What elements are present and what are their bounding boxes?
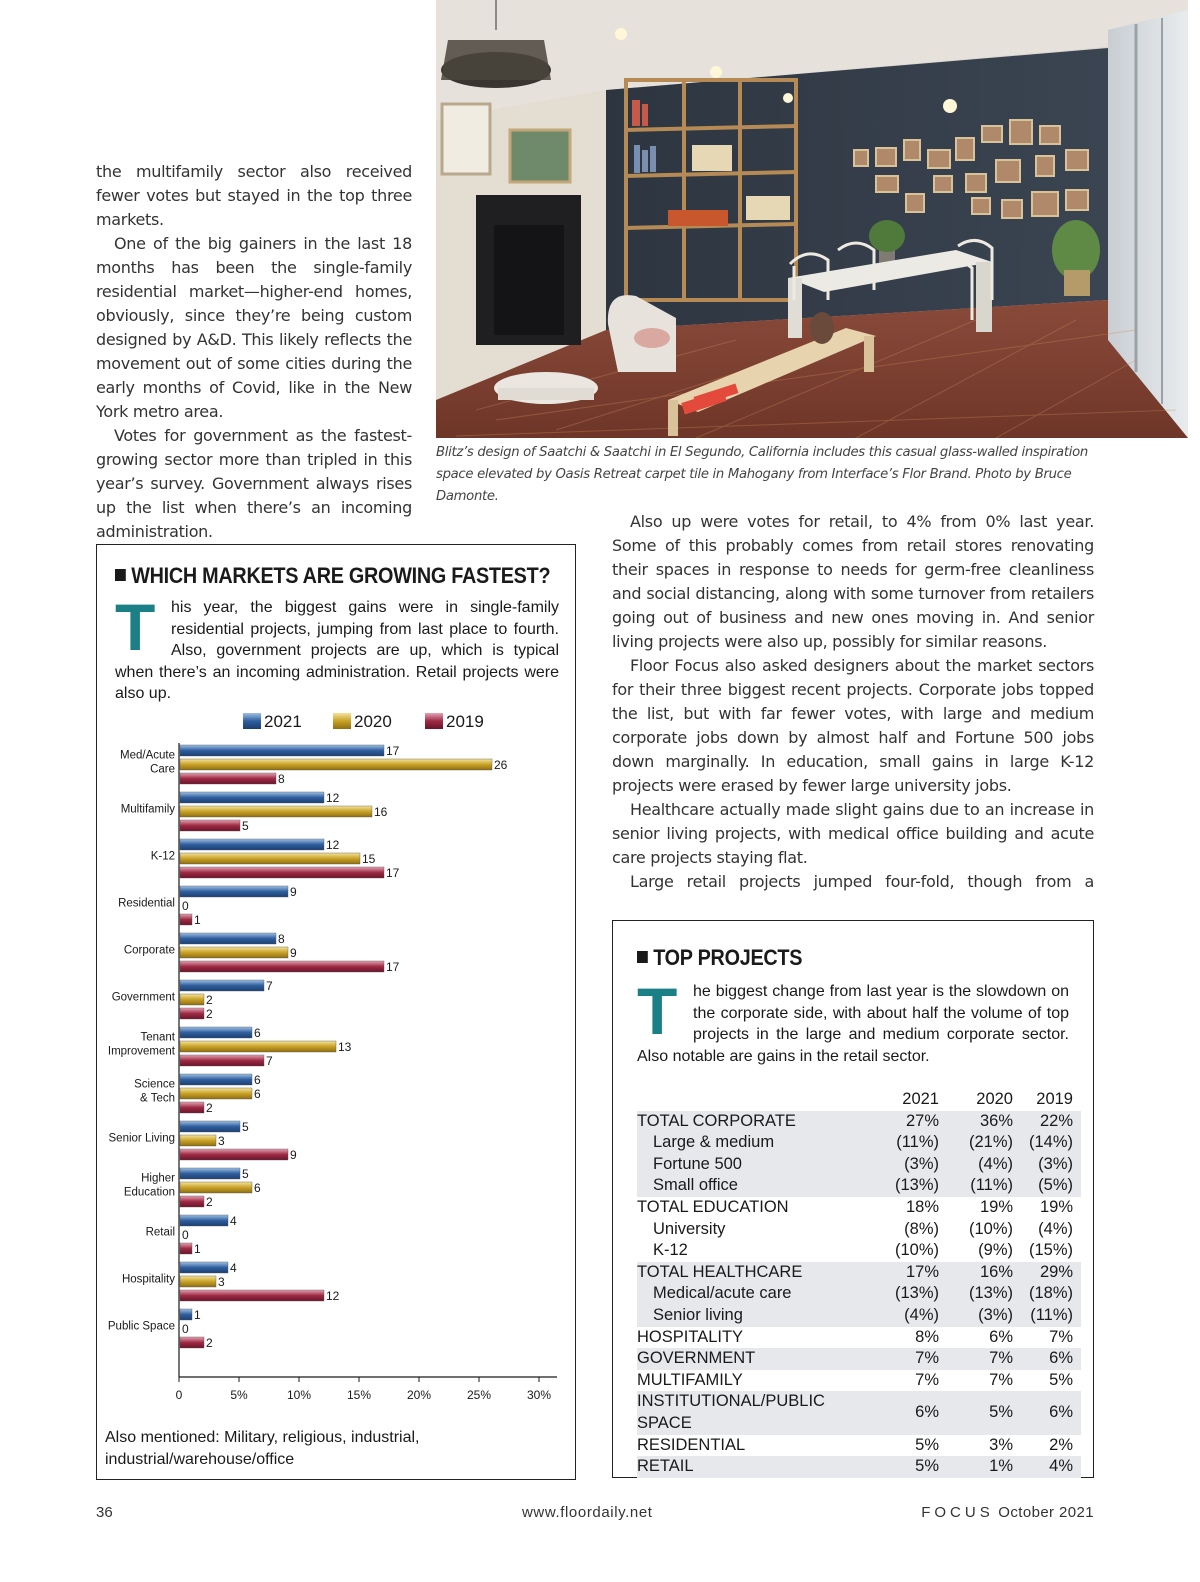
bar-2019 [180, 1290, 324, 1301]
bar-value-label: 5 [242, 1167, 249, 1181]
cell-value: (10%) [894, 1241, 939, 1260]
legend-swatch-2021 [243, 713, 261, 729]
table-row [637, 1348, 1081, 1370]
bar-value-label: 12 [326, 1289, 340, 1303]
bar-2020 [180, 1135, 216, 1146]
legend-label: 2019 [446, 712, 484, 731]
bar-2019 [180, 773, 276, 784]
cell-value: 7% [947, 1348, 1013, 1370]
bar-value-label: 26 [494, 758, 508, 772]
bar-2019 [180, 1196, 204, 1207]
bar-value-label: 1 [194, 913, 201, 927]
bar-2020 [180, 1041, 336, 1052]
table-row [637, 1132, 1081, 1154]
table-row [637, 1456, 1081, 1478]
markets-note: Also mentioned: Military, religious, industrial, industrial/warehouse/office [105, 1429, 420, 1468]
paragraph: Large retail projects jumped four-fold, though from a [630, 872, 1094, 891]
bar-2019 [180, 867, 384, 878]
category-label: Higher [141, 1172, 175, 1185]
bar-value-label: 7 [266, 1054, 273, 1068]
bar-2020 [180, 1088, 252, 1099]
cell-value: (13%) [947, 1283, 1013, 1305]
bar-value-label: 17 [386, 744, 400, 758]
bar-value-label: 12 [326, 791, 340, 805]
top-projects-table [637, 1089, 1081, 1478]
cell-value: 6% [1013, 1391, 1081, 1434]
category-label: Care [150, 763, 175, 776]
bar-value-label: 2 [206, 993, 213, 1007]
drop-cap: T [637, 974, 678, 1048]
row-label: RETAIL [637, 1456, 869, 1478]
x-tick-label: 20% [406, 1388, 432, 1402]
bar-2019 [180, 820, 240, 831]
cell-value: (13%) [869, 1175, 947, 1197]
cell-value: 7% [989, 1370, 1013, 1389]
bar-value-label: 8 [278, 772, 285, 786]
bar-2019 [180, 1243, 192, 1254]
table-row [637, 1327, 1081, 1349]
bar-2020 [180, 806, 372, 817]
cell-value: (4%) [947, 1154, 1013, 1176]
bar-2021 [180, 839, 324, 850]
cell-value: 5% [869, 1456, 947, 1478]
projects-intro: The biggest change from last year is the slowdown on the corporate side, with about half the volume of top projects in the large and medium corporate sector. Also notable are gains in the retail sector. [637, 974, 1069, 1065]
bar-value-label: 2 [206, 1007, 213, 1021]
cell-value: 3% [989, 1435, 1013, 1454]
cell-value: 5% [947, 1391, 1013, 1434]
cell-value: 18% [905, 1197, 939, 1216]
bar-value-label: 9 [290, 1148, 297, 1162]
cell-value: 6% [869, 1391, 947, 1434]
legend-label: 2021 [264, 712, 302, 731]
bar-2019 [180, 1102, 204, 1113]
row-label: TOTAL HEALTHCARE [637, 1262, 869, 1284]
cell-value: (3%) [869, 1154, 947, 1176]
cell-value: (3%) [947, 1305, 1013, 1327]
bar-value-label: 2 [206, 1195, 213, 1209]
category-label: Residential [118, 897, 175, 910]
category-label: Government [111, 991, 175, 1004]
bar-2020 [180, 1182, 252, 1193]
cell-value: 6% [989, 1327, 1013, 1346]
cell-value: 17% [869, 1262, 947, 1284]
bar-value-label: 9 [290, 946, 297, 960]
bar-2019 [180, 1008, 204, 1019]
bar-value-label: 2 [206, 1336, 213, 1350]
row-label: MULTIFAMILY [637, 1370, 743, 1389]
square-bullet-icon [637, 951, 648, 963]
chart-bars [108, 744, 508, 1350]
table-row [637, 1391, 1081, 1434]
table-row [637, 1175, 1081, 1197]
table-row [637, 1240, 1081, 1262]
category-label: Education [123, 1186, 175, 1199]
x-tick-label: 25% [466, 1388, 492, 1402]
column-header: 2019 [1036, 1090, 1073, 1108]
legend-swatch-2019 [425, 713, 443, 729]
bar-value-label: 13 [338, 1040, 352, 1054]
cell-value: 27% [869, 1111, 947, 1133]
cell-value: (3%) [1013, 1154, 1081, 1176]
cell-value: (21%) [947, 1132, 1013, 1154]
cell-value: 29% [1013, 1262, 1081, 1284]
bar-value-label: 3 [218, 1134, 225, 1148]
category-label: Multifamily [120, 803, 175, 816]
column-header: 2020 [976, 1090, 1013, 1108]
bar-value-label: 0 [182, 1228, 189, 1242]
cell-value: (11%) [1013, 1305, 1081, 1327]
bar-2021 [180, 886, 288, 897]
bar-value-label: 1 [194, 1308, 201, 1322]
cell-value: (11%) [947, 1175, 1013, 1197]
x-tick-label: 5% [230, 1388, 248, 1402]
cell-value: 8% [915, 1327, 939, 1346]
table-row [637, 1197, 1081, 1219]
paragraph: Healthcare actually made slight gains due to an increase in senior living projects, with medical office building and acute care projects staying flat. [612, 800, 1094, 867]
legend-swatch-2020 [333, 713, 351, 729]
cell-value: 5% [915, 1435, 939, 1454]
bar-2019 [180, 1337, 204, 1348]
bar-2019 [180, 1055, 264, 1066]
row-label: Senior living [637, 1305, 869, 1327]
cell-value: (13%) [869, 1283, 947, 1305]
category-label: Corporate [123, 944, 175, 957]
cell-value: 1% [947, 1456, 1013, 1478]
bar-2021 [180, 1168, 240, 1179]
cell-value: 6% [1013, 1348, 1081, 1370]
bar-value-label: 6 [254, 1073, 261, 1087]
category-label: Public Space [107, 1320, 175, 1333]
row-label: Medical/acute care [637, 1283, 869, 1305]
bar-2021 [180, 1121, 240, 1132]
paragraph: Floor Focus also asked designers about the market sectors for their three biggest recent projects. Corporate jobs topped the list, but with far fewer votes, with large and medium corporate jobs down by almost half and Fortune 500 jobs down marginally. In education, small gains in large K-12 projects were erased by fewer large university jobs. [612, 656, 1094, 795]
x-tick-label: 15% [346, 1388, 372, 1402]
bar-value-label: 0 [182, 899, 189, 913]
cell-value: 19% [1039, 1197, 1073, 1216]
paragraph: Votes for government as the fastest-growing sector more than tripled in this year’s survey. Government always rises up the list when there’s an incoming administration. [96, 426, 412, 541]
bar-2020 [180, 759, 492, 770]
table-header-row [637, 1089, 1081, 1111]
bar-value-label: 0 [182, 1322, 189, 1336]
photo-caption: Blitz’s design of Saatchi & Saatchi in El Segundo, California includes this casual glass-walled inspiration space elevated by Oasis Retreat carpet tile in Mahogany from Interface’s Flor Brand. Photo by Bruce Damonte. [436, 445, 1088, 504]
bar-value-label: 5 [242, 819, 249, 833]
bar-value-label: 15 [362, 852, 376, 866]
category-label: Med/Acute [120, 749, 175, 762]
right-article-column [612, 510, 1094, 894]
cell-value: (9%) [978, 1241, 1013, 1260]
row-label: K-12 [653, 1241, 688, 1260]
row-label: TOTAL EDUCATION [637, 1197, 789, 1216]
cell-value: 7% [1049, 1327, 1073, 1346]
table-row [637, 1262, 1081, 1284]
category-label: & Tech [140, 1092, 175, 1105]
bar-value-label: 17 [386, 866, 400, 880]
interior-photo [436, 0, 1188, 438]
cell-value: (4%) [1038, 1219, 1073, 1238]
cell-value: 7% [915, 1370, 939, 1389]
bar-value-label: 9 [290, 885, 297, 899]
top-projects-sidebar [612, 920, 1094, 1478]
bar-2021 [180, 980, 264, 991]
bar-value-label: 2 [206, 1101, 213, 1115]
category-label: Tenant [140, 1031, 175, 1044]
cell-value: 36% [947, 1111, 1013, 1133]
drop-cap: T [115, 590, 156, 664]
category-label: Hospitality [121, 1273, 175, 1286]
table-row [637, 1370, 1081, 1392]
cell-value: 22% [1013, 1111, 1081, 1133]
cell-value: (14%) [1013, 1132, 1081, 1154]
bar-2019 [180, 1149, 288, 1160]
row-label: University [653, 1219, 726, 1238]
row-label: RESIDENTIAL [637, 1435, 746, 1454]
x-tick-label: 10% [286, 1388, 312, 1402]
cell-value: 7% [869, 1348, 947, 1370]
markets-intro: This year, the biggest gains were in single-family residential projects, jumping from last place to fourth. Also, government projects are up, which is typical when there’s an incoming administration. Retail projects were also up. [115, 590, 559, 702]
bar-value-label: 17 [386, 960, 400, 974]
paragraph: the multifamily sector also received fewer votes but stayed in the top three markets. [96, 162, 412, 229]
row-label: Large & medium [637, 1132, 869, 1154]
cell-value: 16% [947, 1262, 1013, 1284]
table-row [637, 1219, 1081, 1241]
cell-value: (8%) [904, 1219, 939, 1238]
table-row [637, 1154, 1081, 1176]
paragraph: One of the big gainers in the last 18 months has been the single-family residential market—higher-end homes, obviously, since they’re being custom designed by A&D. This likely reflects the movement out of some cities during the early months of Covid, like in the New York metro area. [96, 234, 412, 421]
bar-2021 [180, 745, 384, 756]
bar-2021 [180, 1215, 228, 1226]
bar-2021 [180, 1262, 228, 1273]
bar-value-label: 8 [278, 932, 285, 946]
cell-value: 4% [1013, 1456, 1081, 1478]
footer-magazine: FOCUS October 2021 [921, 1504, 1094, 1521]
x-tick-label: 0 [175, 1388, 183, 1402]
cell-value: (4%) [869, 1305, 947, 1327]
table-row [637, 1435, 1081, 1457]
bar-2020 [180, 994, 204, 1005]
bar-value-label: 3 [218, 1275, 225, 1289]
bar-2019 [180, 914, 192, 925]
row-label: TOTAL CORPORATE [637, 1111, 869, 1133]
bar-2021 [180, 933, 276, 944]
bar-value-label: 6 [254, 1087, 261, 1101]
row-label: GOVERNMENT [637, 1348, 869, 1370]
cell-value: (11%) [869, 1132, 947, 1154]
projects-title: TOP PROJECTS [637, 945, 802, 971]
bar-value-label: 7 [266, 979, 273, 993]
row-label: INSTITUTIONAL/PUBLIC SPACE [637, 1391, 869, 1434]
cell-value: 19% [979, 1197, 1013, 1216]
x-tick-label: 30% [526, 1388, 552, 1402]
paragraph: Also up were votes for retail, to 4% from 0% last year. Some of this probably comes from retail stores renovating their spaces in response to needs for germ-free cleanliness and social distancing, along with some turnover from retailers going out of business and new ones moving in. And senior living projects were also up, possibly for similar reasons. [612, 512, 1094, 651]
category-label: K-12 [150, 850, 175, 863]
column-header: 2021 [902, 1090, 939, 1108]
page-number: 36 [96, 1504, 113, 1521]
left-article-column [96, 160, 412, 544]
bar-value-label: 4 [230, 1214, 237, 1228]
table-row [637, 1283, 1081, 1305]
bar-2021 [180, 1074, 252, 1085]
category-label: Retail [145, 1226, 175, 1239]
bar-value-label: 16 [374, 805, 388, 819]
cell-value: 2% [1049, 1435, 1073, 1454]
bar-2020 [180, 1276, 216, 1287]
footer-url: www.floordaily.net [522, 1504, 653, 1521]
bar-value-label: 6 [254, 1026, 261, 1040]
chart-legend [243, 712, 484, 731]
table-row [637, 1111, 1081, 1133]
legend-label: 2020 [354, 712, 392, 731]
cell-value: (10%) [968, 1219, 1013, 1238]
bar-value-label: 6 [254, 1181, 261, 1195]
category-label: Improvement [107, 1045, 175, 1058]
bar-2021 [180, 792, 324, 803]
row-label: Small office [637, 1175, 869, 1197]
bar-2021 [180, 1309, 192, 1320]
markets-sidebar [96, 544, 576, 1480]
cell-value: 5% [1049, 1370, 1073, 1389]
table-row [637, 1305, 1081, 1327]
markets-title: WHICH MARKETS ARE GROWING FASTEST? [115, 563, 550, 589]
cell-value: (18%) [1013, 1283, 1081, 1305]
bar-value-label: 1 [194, 1242, 201, 1256]
bar-2021 [180, 1027, 252, 1038]
row-label: Fortune 500 [637, 1154, 869, 1176]
category-label: Senior Living [108, 1132, 175, 1145]
bar-2020 [180, 853, 360, 864]
bar-2020 [180, 947, 288, 958]
bar-2019 [180, 961, 384, 972]
cell-value: (5%) [1013, 1175, 1081, 1197]
markets-bar-chart [97, 705, 575, 1405]
bar-value-label: 4 [230, 1261, 237, 1275]
row-label: HOSPITALITY [637, 1327, 744, 1346]
cell-value: (15%) [1028, 1241, 1073, 1260]
bar-value-label: 12 [326, 838, 340, 852]
square-bullet-icon [115, 569, 126, 581]
bar-value-label: 5 [242, 1120, 249, 1134]
category-label: Science [134, 1078, 175, 1091]
